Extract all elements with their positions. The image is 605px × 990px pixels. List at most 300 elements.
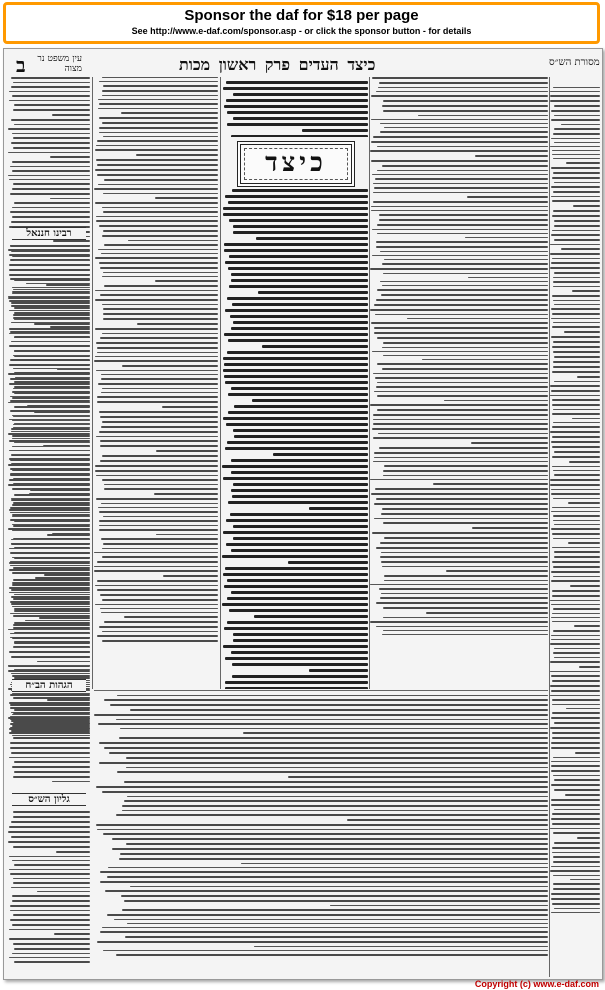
text-line <box>552 533 600 535</box>
text-line <box>554 474 600 476</box>
text-line <box>376 602 548 604</box>
text-line <box>125 936 548 938</box>
gilyon-hashas-column <box>8 793 90 977</box>
text-line <box>10 552 90 554</box>
text-line <box>551 893 600 895</box>
sponsor-banner[interactable] <box>3 2 600 44</box>
text-line <box>382 285 548 286</box>
text-line <box>116 954 548 956</box>
text-line <box>124 900 548 902</box>
text-line <box>309 507 368 510</box>
daf-number: ב <box>16 53 26 77</box>
text-line <box>380 251 548 252</box>
text-line <box>553 361 600 363</box>
text-line <box>156 534 218 535</box>
text-line <box>9 100 90 101</box>
text-line <box>379 447 548 449</box>
text-line <box>552 732 600 734</box>
hagahot-habach-text <box>8 697 90 785</box>
text-line <box>553 856 600 858</box>
text-line <box>377 337 548 339</box>
text-line <box>227 111 368 114</box>
text-line <box>99 525 218 526</box>
text-line <box>370 404 548 406</box>
text-line <box>100 594 218 596</box>
text-line <box>551 234 600 236</box>
text-line <box>550 253 600 255</box>
text-line <box>554 556 600 558</box>
text-line <box>232 303 368 306</box>
text-line <box>12 255 90 257</box>
text-line <box>102 455 218 457</box>
text-line <box>9 264 90 266</box>
text-line <box>103 313 218 315</box>
text-line <box>552 413 600 415</box>
text-line <box>94 566 218 567</box>
text-line <box>12 170 90 172</box>
text-line <box>551 489 600 490</box>
text-line <box>370 621 548 623</box>
text-line <box>553 366 600 368</box>
text-line <box>382 368 548 370</box>
text-line <box>104 747 548 749</box>
text-line <box>233 639 368 642</box>
text-line <box>9 732 90 734</box>
text-line <box>9 274 90 276</box>
text-line <box>234 435 368 438</box>
text-line <box>98 108 218 109</box>
text-line <box>553 351 600 353</box>
text-line <box>120 853 548 855</box>
text-line <box>553 286 600 287</box>
text-line <box>551 818 600 820</box>
text-line <box>95 585 218 586</box>
text-line <box>9 383 90 385</box>
text-line <box>550 100 600 102</box>
text-line <box>112 848 548 850</box>
text-line <box>222 555 368 558</box>
text-line <box>13 147 90 149</box>
text-line <box>102 90 218 92</box>
text-line <box>108 867 548 868</box>
text-line <box>243 732 548 734</box>
text-line <box>382 263 548 265</box>
text-line <box>377 170 548 171</box>
text-line <box>552 590 600 592</box>
text-line <box>231 387 368 390</box>
text-line <box>13 882 90 884</box>
text-line <box>107 914 548 916</box>
page-header <box>4 53 602 75</box>
text-line <box>8 841 90 843</box>
text-line <box>383 630 548 631</box>
text-line <box>12 582 90 584</box>
text-line <box>15 707 90 709</box>
text-line <box>224 363 368 366</box>
text-line <box>380 131 548 133</box>
text-line <box>99 132 218 133</box>
text-line <box>233 429 368 432</box>
text-line <box>554 451 600 453</box>
margin-notes <box>550 87 600 916</box>
text-line <box>11 752 90 754</box>
text-line <box>551 580 600 582</box>
text-line <box>98 99 218 100</box>
text-line <box>102 304 218 305</box>
text-line <box>426 612 548 614</box>
text-line <box>9 957 90 958</box>
text-line <box>102 388 218 389</box>
text-line <box>551 196 600 197</box>
text-line <box>97 164 218 166</box>
text-line <box>29 493 90 495</box>
lower-commentary-text <box>94 695 548 959</box>
text-line <box>9 856 90 857</box>
text-line <box>11 463 90 465</box>
text-line <box>553 576 600 577</box>
text-line <box>376 241 548 243</box>
text-line <box>554 722 600 724</box>
text-line <box>11 498 90 499</box>
text-line <box>573 205 600 207</box>
text-line <box>433 483 548 485</box>
text-line <box>383 607 548 609</box>
text-line <box>8 152 90 153</box>
text-line <box>552 446 600 448</box>
gemara-top-text <box>222 81 368 137</box>
text-line <box>222 603 368 606</box>
text-line <box>121 895 548 897</box>
text-line <box>379 219 548 221</box>
text-line <box>12 397 90 399</box>
text-line <box>565 794 600 796</box>
text-line <box>551 119 600 121</box>
text-line <box>370 479 548 480</box>
text-line <box>552 230 600 231</box>
text-line <box>13 697 90 699</box>
text-line <box>14 104 90 106</box>
text-line <box>384 575 548 577</box>
text-line <box>225 381 368 384</box>
text-line <box>100 267 218 269</box>
text-line <box>231 279 368 282</box>
text-line <box>374 391 548 392</box>
text-line <box>12 766 90 768</box>
text-line <box>552 621 600 622</box>
text-line <box>12 133 90 134</box>
text-line <box>97 396 218 398</box>
chapter-title: כיצד העדים פרק ראשון מכות <box>179 55 376 74</box>
text-line <box>10 359 90 361</box>
text-line <box>374 327 548 329</box>
text-line <box>374 187 548 189</box>
text-line <box>13 478 90 480</box>
text-line <box>227 297 368 300</box>
text-line <box>551 912 600 913</box>
rashi-column <box>94 77 218 689</box>
text-line <box>11 142 90 144</box>
text-line <box>52 781 90 782</box>
text-line <box>225 309 368 312</box>
text-line <box>96 220 218 222</box>
text-line <box>288 561 368 564</box>
text-line <box>227 621 368 624</box>
text-line <box>124 616 218 618</box>
text-line <box>446 570 548 572</box>
text-line <box>552 326 600 328</box>
text-line <box>551 511 600 512</box>
text-line <box>550 870 600 872</box>
text-line <box>10 507 90 509</box>
text-line <box>12 900 90 902</box>
text-line <box>101 374 218 375</box>
text-line <box>102 640 218 642</box>
text-line <box>552 852 600 853</box>
text-line <box>12 637 90 639</box>
text-line <box>382 634 548 635</box>
text-line <box>374 332 548 334</box>
text-line <box>550 267 600 269</box>
text-line <box>12 161 90 163</box>
text-line <box>95 257 218 259</box>
text-line <box>252 399 368 402</box>
text-line <box>407 318 548 319</box>
text-line <box>94 188 218 190</box>
text-line <box>13 722 90 724</box>
text-line <box>102 333 218 334</box>
text-line <box>14 864 90 866</box>
text-line <box>371 119 548 120</box>
text-line <box>347 819 548 821</box>
text-line <box>379 82 548 84</box>
text-line <box>9 458 90 460</box>
text-line <box>227 351 368 354</box>
text-line <box>225 687 368 689</box>
text-line <box>371 206 548 207</box>
text-line <box>11 887 90 888</box>
text-line <box>11 77 90 79</box>
text-line <box>46 450 90 451</box>
text-line <box>114 919 548 920</box>
text-line <box>8 128 90 130</box>
text-line <box>11 302 90 304</box>
text-line <box>550 685 600 687</box>
text-line <box>94 570 218 572</box>
text-line <box>383 522 548 524</box>
text-line <box>550 671 600 672</box>
text-line <box>8 297 90 299</box>
text-line <box>228 411 368 414</box>
text-line <box>13 712 91 714</box>
text-line <box>553 630 600 632</box>
text-line <box>14 647 90 648</box>
text-line <box>122 909 548 911</box>
text-line <box>554 225 600 227</box>
text-line <box>13 914 90 916</box>
text-line <box>551 866 600 867</box>
text-line <box>550 385 600 387</box>
text-line <box>95 149 218 151</box>
text-line <box>10 468 90 470</box>
text-line <box>229 219 368 222</box>
tosafot-text <box>370 77 548 638</box>
text-line <box>11 836 90 838</box>
text-line <box>254 615 368 618</box>
masoret-hashas-column <box>550 77 600 977</box>
text-line <box>552 346 600 348</box>
text-line <box>225 447 368 450</box>
text-line <box>103 833 548 835</box>
text-line <box>231 549 368 552</box>
text-line <box>11 428 90 430</box>
text-line <box>377 233 548 234</box>
text-line <box>13 878 90 879</box>
text-line <box>370 268 548 270</box>
text-line <box>14 260 90 261</box>
text-line <box>553 515 600 517</box>
text-line <box>98 507 218 508</box>
text-line <box>569 461 600 463</box>
text-line <box>228 339 368 342</box>
text-line <box>376 547 548 549</box>
text-line <box>98 184 218 185</box>
text-line <box>577 376 600 378</box>
text-line <box>376 386 548 388</box>
text-line <box>99 520 218 522</box>
text-line <box>12 216 90 218</box>
text-line <box>12 293 90 294</box>
text-line <box>552 456 600 458</box>
text-line <box>553 498 601 499</box>
text-line <box>15 345 90 347</box>
text-line <box>122 810 548 811</box>
text-line <box>384 259 548 260</box>
text-line <box>551 110 600 112</box>
text-line <box>94 714 548 716</box>
text-line <box>14 307 90 309</box>
text-line <box>104 484 218 485</box>
text-line <box>94 552 218 553</box>
text-line <box>383 355 548 356</box>
text-line <box>127 923 548 924</box>
text-line <box>552 466 600 467</box>
text-line <box>11 341 90 342</box>
text-line <box>223 477 368 480</box>
text-line <box>228 201 368 204</box>
text-line <box>373 136 548 138</box>
text-line <box>554 272 600 274</box>
text-line <box>375 178 548 180</box>
text-line <box>232 663 368 666</box>
text-line <box>226 543 368 546</box>
text-line <box>552 699 600 701</box>
text-line <box>102 479 218 481</box>
text-line <box>37 891 90 892</box>
copyright-link[interactable]: Copyright (c) www.e-daf.com <box>474 979 599 989</box>
text-line <box>551 765 600 767</box>
masoret-hashas-label: מסורת הש״ס <box>549 57 600 68</box>
text-line <box>554 356 600 358</box>
text-line <box>551 804 600 806</box>
text-line <box>554 239 600 241</box>
text-line <box>97 580 218 582</box>
text-line <box>381 561 548 563</box>
text-line <box>552 823 600 825</box>
text-line <box>226 519 368 522</box>
text-line <box>566 162 600 164</box>
text-line <box>96 342 218 344</box>
text-line <box>95 356 218 357</box>
text-line <box>377 146 548 147</box>
text-line <box>241 863 548 864</box>
text-line <box>11 250 90 252</box>
text-line <box>14 948 90 950</box>
text-line <box>96 145 218 146</box>
text-line <box>554 182 600 183</box>
text-line <box>465 237 548 238</box>
text-line <box>233 93 368 96</box>
text-line <box>226 99 368 102</box>
text-line <box>383 470 548 472</box>
text-line <box>14 761 90 763</box>
text-line <box>551 717 600 719</box>
text-line <box>554 789 600 791</box>
text-line <box>553 888 600 890</box>
text-line <box>380 281 548 282</box>
text-line <box>374 457 548 458</box>
text-line <box>231 591 368 594</box>
text-line <box>14 610 90 612</box>
text-line <box>10 378 90 380</box>
text-line <box>224 243 369 246</box>
text-line <box>551 675 600 677</box>
text-line <box>100 445 218 447</box>
text-line <box>381 593 548 594</box>
text-line <box>101 612 218 613</box>
text-line <box>383 100 548 102</box>
text-line <box>379 214 549 216</box>
text-line <box>552 737 600 739</box>
text-line <box>373 414 548 416</box>
text-line <box>95 465 218 467</box>
text-line <box>13 109 90 111</box>
text-line <box>475 155 548 157</box>
text-line <box>103 950 548 951</box>
text-line <box>552 313 600 315</box>
text-line <box>377 395 548 397</box>
text-line <box>371 322 548 324</box>
text-line <box>234 405 369 408</box>
text-line <box>553 133 600 135</box>
text-line <box>12 95 90 97</box>
text-line <box>372 229 548 230</box>
text-line <box>103 516 218 517</box>
text-line <box>97 829 548 830</box>
text-line <box>233 321 368 324</box>
text-line <box>11 322 90 323</box>
text-line <box>550 695 600 696</box>
text-line <box>14 336 90 338</box>
text-line <box>96 786 548 788</box>
text-line <box>10 873 90 875</box>
text-line <box>99 431 218 433</box>
text-line <box>223 417 368 420</box>
text-line <box>229 609 368 612</box>
text-line <box>552 595 600 597</box>
text-line <box>9 562 90 564</box>
text-line <box>100 337 218 339</box>
text-line <box>107 876 548 878</box>
